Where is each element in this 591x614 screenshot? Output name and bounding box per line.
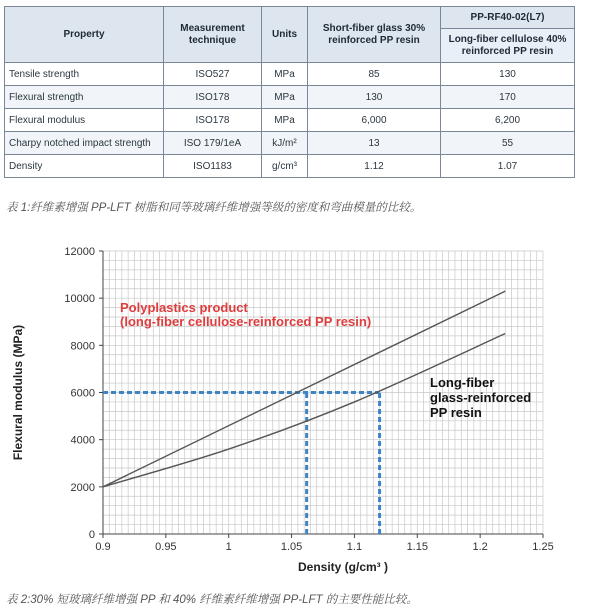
table-row	[5, 86, 575, 109]
y-tick-label: 0	[88, 529, 95, 541]
y-tick-label: 4000	[70, 434, 95, 447]
header-property: Property	[5, 7, 164, 63]
cell-cellulose: 1.07	[441, 155, 575, 178]
x-tick-label: 1.1	[346, 541, 363, 553]
cell-method: ISO1183	[164, 155, 262, 178]
chart-caption: 表 2:30% 短玻璃纤维增强 PP 和 40% 纤维素纤维增强 PP-LFT 的主要性能比较。	[6, 594, 418, 606]
cell-method: ISO527	[164, 63, 262, 86]
cell-units: g/cm³	[262, 155, 308, 178]
cell-cellulose: 170	[441, 86, 575, 109]
cell-units: MPa	[262, 63, 308, 86]
cell-property: Flexural strength	[5, 86, 164, 109]
cell-cellulose: 6,200	[441, 109, 575, 132]
cell-method: ISO178	[164, 109, 262, 132]
header-measurement: Measurement technique	[164, 7, 262, 63]
header-product-code: PP-RF40-02(L7)	[441, 7, 575, 29]
x-tick-label: 1	[225, 541, 232, 553]
cell-cellulose: 55	[441, 132, 575, 155]
cell-method: ISO 179/1eA	[164, 132, 262, 155]
y-tick-label: 10000	[64, 293, 95, 306]
cell-glass: 130	[308, 86, 441, 109]
table-row	[5, 63, 575, 86]
table-row	[5, 132, 575, 155]
annotation-1-line: (long-fiber cellulose-reinforced PP resin)	[120, 314, 372, 329]
cell-property: Density	[5, 155, 164, 178]
cell-cellulose: 130	[441, 63, 575, 86]
y-tick-label: 8000	[70, 340, 95, 353]
y-tick-label: 12000	[64, 246, 95, 258]
cell-property: Flexural modulus	[5, 109, 164, 132]
annotation-2-line: glass-reinforced	[430, 390, 532, 405]
cell-property: Charpy notched impact strength	[5, 132, 164, 155]
y-tick-label: 2000	[70, 481, 95, 494]
x-tick-label: 1.05	[280, 541, 303, 553]
cell-units: MPa	[262, 109, 308, 132]
header-short-fiber: Short-fiber glass 30% reinforced PP resin	[308, 7, 441, 63]
x-tick-label: 1.2	[472, 541, 488, 553]
header-units: Units	[262, 7, 308, 63]
cell-method: ISO178	[164, 86, 262, 109]
y-tick-label: 6000	[70, 387, 95, 400]
table-caption: 表 1:纤维素增强 PP-LFT 树脂和同等玻璃纤维增强等级的密度和弯曲模量的比较。	[6, 202, 422, 214]
cell-property: Tensile strength	[5, 63, 164, 86]
flexural-modulus-chart	[0, 234, 591, 584]
cell-units: MPa	[262, 86, 308, 109]
cell-glass: 85	[308, 63, 441, 86]
cell-glass: 6,000	[308, 109, 441, 132]
annotation-2-line: Long-fiber	[430, 375, 495, 390]
x-tick-label: 1.25	[532, 541, 554, 553]
table-row	[5, 109, 575, 132]
cell-units: kJ/m²	[262, 132, 308, 155]
cell-glass: 1.12	[308, 155, 441, 178]
table-row	[5, 155, 575, 178]
x-tick-label: 0.95	[155, 541, 177, 553]
annotation-1-line: Polyplastics product	[120, 300, 248, 315]
x-axis-label: Density (g/cm³ )	[297, 560, 389, 574]
comparison-table	[4, 6, 575, 178]
x-tick-label: 1.15	[406, 541, 428, 553]
y-axis-label: Flexural modulus (MPa)	[11, 324, 25, 461]
annotation-2-line: PP resin	[430, 405, 482, 420]
x-tick-label: 0.9	[95, 541, 111, 553]
cell-glass: 13	[308, 132, 441, 155]
header-long-fiber: Long-fiber cellulose 40% reinforced PP resin	[441, 29, 575, 63]
